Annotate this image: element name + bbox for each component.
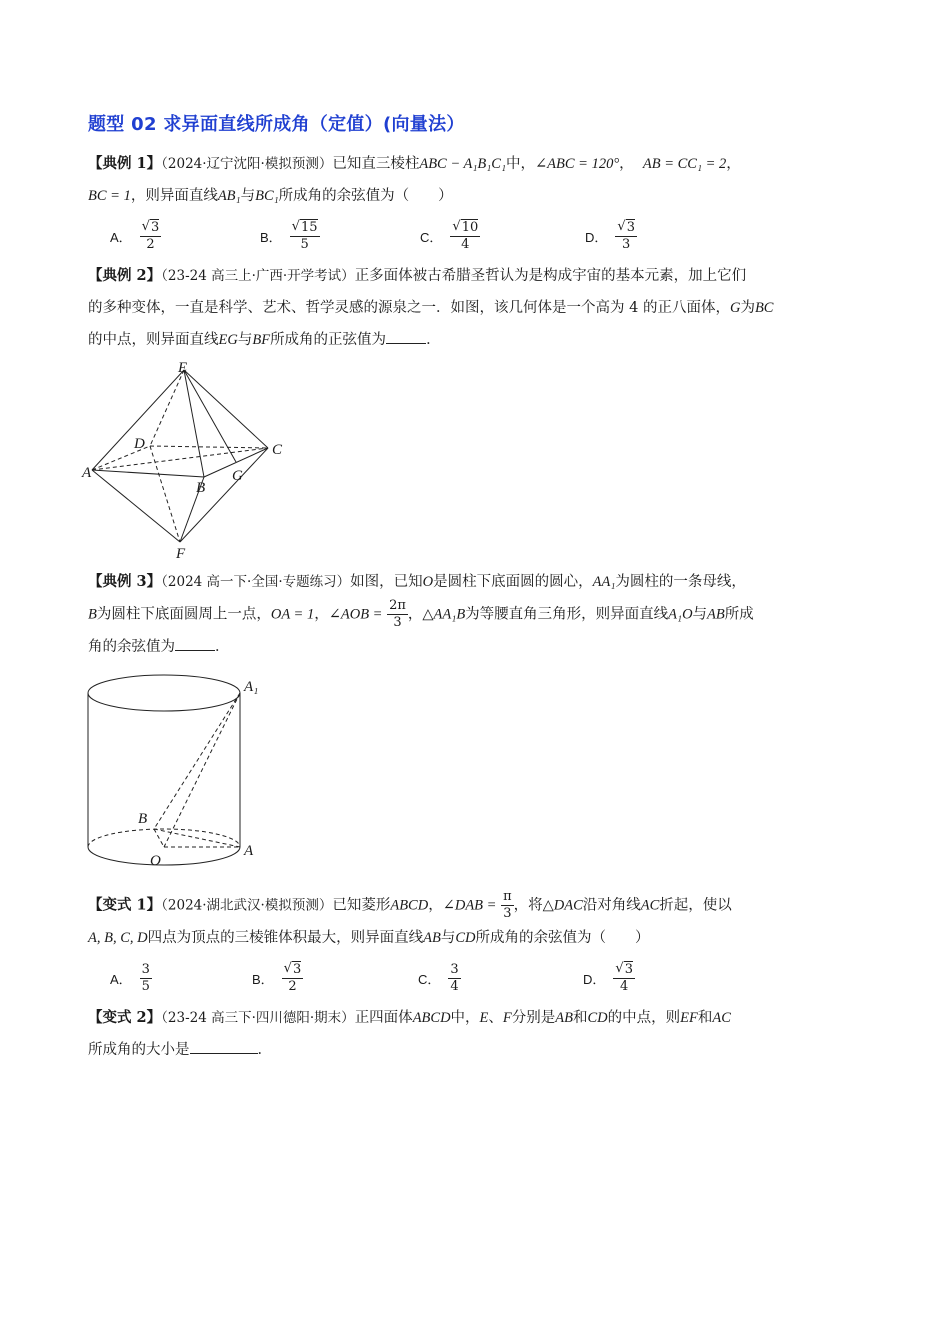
math-angle: ∠ABC = 120° bbox=[535, 156, 620, 172]
variation-1-source: （2024·湖北武汉·模拟预测） bbox=[161, 897, 333, 914]
math-abcd: ABCD bbox=[412, 1010, 451, 1026]
text: 和 bbox=[572, 1010, 588, 1026]
edge-af bbox=[92, 470, 180, 542]
text: 中， bbox=[506, 156, 536, 172]
text: 为等腰直角三角形，则异面直线 bbox=[465, 606, 669, 623]
math-ab: AB bbox=[423, 930, 441, 946]
radicand: 15 bbox=[300, 220, 318, 235]
radicand: 3 bbox=[292, 962, 302, 977]
option-letter: B． bbox=[260, 229, 282, 245]
text: 与 bbox=[240, 188, 256, 204]
label-o: O bbox=[150, 853, 161, 869]
math-angle: ∠AOB = bbox=[328, 606, 383, 623]
fraction bbox=[448, 962, 460, 995]
segment-a1b bbox=[154, 693, 240, 829]
text: 是圆柱下底面圆的圆心， bbox=[433, 574, 593, 590]
denominator: 2 bbox=[288, 979, 297, 994]
math-ab: AB bbox=[707, 606, 725, 623]
math-f: F bbox=[502, 1010, 512, 1026]
section-title: 题型 02 求异面直线所成角（定值）(向量法） bbox=[88, 114, 465, 135]
text: ， bbox=[619, 156, 634, 172]
denominator: 5 bbox=[300, 237, 309, 252]
text: 的多种变体，一直是科学、艺术、哲学灵感的源泉之一．如图，该几何体是一个高为 4 的正八面体， bbox=[88, 300, 730, 316]
text: 为圆柱下底面圆周上一点， bbox=[96, 606, 271, 623]
text: 所成角的正弦值为 bbox=[270, 332, 387, 348]
radicand: 3 bbox=[624, 962, 633, 977]
denominator: 4 bbox=[620, 979, 629, 994]
math-cd: CD bbox=[587, 1010, 608, 1026]
label-b: B bbox=[196, 480, 206, 496]
math-bf: BF bbox=[252, 332, 271, 348]
fraction bbox=[140, 962, 152, 995]
option-letter: B． bbox=[252, 971, 274, 987]
text: ， bbox=[314, 606, 329, 623]
radicand: 10 bbox=[461, 220, 479, 235]
math-abcd: ABCD bbox=[390, 897, 429, 914]
label-e: E bbox=[178, 360, 188, 376]
option-b[interactable] bbox=[260, 219, 420, 253]
text: ． bbox=[426, 332, 441, 348]
text: ． bbox=[257, 1042, 272, 1058]
variation-2-tag: 【变式 2】 bbox=[88, 1009, 162, 1026]
bottom-back-arc bbox=[88, 829, 240, 847]
example-3-tag: 【典例 3】 bbox=[88, 573, 162, 590]
denominator: 4 bbox=[450, 978, 459, 994]
text: 已知直三棱柱 bbox=[332, 156, 420, 172]
edge-ab bbox=[92, 470, 204, 477]
option-letter: C． bbox=[418, 971, 441, 987]
math-aa1: AA₁ bbox=[592, 574, 616, 590]
variation-1-options bbox=[88, 956, 868, 1000]
text: 正多面体被古希腊圣哲认为是构成宇宙的基本元素，加上它们 bbox=[354, 268, 747, 284]
option-d[interactable] bbox=[583, 961, 635, 995]
text: 如图，已知 bbox=[350, 574, 423, 590]
math-a1o: A₁O bbox=[668, 606, 693, 623]
option-letter: D． bbox=[583, 971, 606, 987]
text: 、 bbox=[488, 1010, 503, 1026]
math-b: B bbox=[88, 606, 97, 623]
edge-cf bbox=[180, 448, 268, 542]
text: ， bbox=[726, 156, 741, 172]
example-3-source: （2024 高一下·全国·专题练习） bbox=[161, 574, 351, 590]
math-ac: AC bbox=[712, 1010, 731, 1026]
text: 为圆柱的一条母线， bbox=[615, 574, 746, 590]
label-c: C bbox=[272, 442, 283, 458]
radicand: 3 bbox=[626, 220, 635, 235]
text: 所成 bbox=[724, 606, 754, 623]
math-ab: AB bbox=[555, 1010, 573, 1026]
text: ， bbox=[428, 897, 443, 914]
label-a1: A₁ bbox=[244, 679, 259, 695]
math-cd: CD bbox=[455, 930, 476, 946]
math-o: O bbox=[422, 574, 434, 590]
variation-1-text bbox=[88, 889, 868, 954]
math-ef: EF bbox=[680, 1010, 698, 1026]
answer-blank[interactable] bbox=[175, 636, 215, 651]
text: ，将 bbox=[513, 897, 543, 914]
fraction: √ 15 5 bbox=[291, 219, 318, 252]
math-eg: EG bbox=[218, 332, 238, 348]
text: 沿对角线 bbox=[582, 897, 641, 914]
segment-bo bbox=[154, 829, 164, 847]
label-d: D bbox=[134, 436, 145, 452]
edge-dc bbox=[150, 446, 268, 448]
text: 已知菱形 bbox=[332, 897, 391, 914]
text: 所成角的余弦值为（ ） bbox=[475, 930, 650, 946]
text: ． bbox=[215, 639, 230, 655]
fraction: √ 3 4 bbox=[615, 961, 633, 994]
text: 所成角的大小是 bbox=[88, 1042, 190, 1058]
cylinder-figure bbox=[84, 671, 284, 871]
denominator: 3 bbox=[503, 906, 512, 921]
option-letter: D． bbox=[585, 229, 608, 245]
segment-a1o bbox=[164, 693, 240, 847]
text: 的中点，则异面直线 bbox=[88, 332, 219, 348]
variation-2-text bbox=[88, 1002, 868, 1066]
math-eq: AB = CC₁ = 2 bbox=[642, 156, 727, 172]
label-b: B bbox=[138, 811, 148, 827]
fraction bbox=[501, 889, 514, 922]
option-c[interactable] bbox=[418, 962, 583, 995]
text: 的中点，则 bbox=[607, 1010, 681, 1026]
octahedron-figure bbox=[84, 360, 304, 560]
answer-blank[interactable] bbox=[386, 329, 426, 344]
radicand: 3 bbox=[150, 220, 160, 235]
label-f: F bbox=[176, 546, 186, 562]
text: 中， bbox=[450, 1010, 480, 1026]
edge-eg bbox=[184, 370, 236, 462]
text: 和 bbox=[697, 1010, 713, 1026]
math-e: E bbox=[479, 1010, 489, 1026]
text: 与 bbox=[237, 332, 253, 348]
example-1-tag: 【典例 1】 bbox=[88, 155, 162, 172]
denominator: 3 bbox=[622, 237, 631, 252]
example-1-text bbox=[88, 148, 868, 212]
numerator: 2π bbox=[389, 598, 406, 613]
math-angle: ∠DAB = bbox=[442, 897, 497, 914]
math-triangle: △AA₁B bbox=[422, 606, 466, 623]
variation-1-tag: 【变式 1】 bbox=[88, 896, 162, 914]
example-1-source: （2024·辽宁沈阳·模拟预测） bbox=[161, 156, 333, 172]
math-g: G bbox=[729, 300, 741, 316]
option-c[interactable] bbox=[420, 219, 585, 253]
denominator: 5 bbox=[141, 978, 150, 994]
math-bc: BC bbox=[754, 300, 774, 316]
edge-ea bbox=[92, 370, 184, 470]
label-a: A bbox=[244, 843, 254, 859]
option-d[interactable] bbox=[585, 219, 637, 253]
math-line2: BC₁ bbox=[255, 188, 279, 204]
option-letter: C． bbox=[420, 229, 443, 245]
math-prism: ABC − A₁B₁C₁ bbox=[419, 156, 507, 172]
option-letter: A． bbox=[110, 971, 132, 987]
example-2-tag: 【典例 2】 bbox=[88, 267, 162, 284]
top-ellipse bbox=[88, 675, 240, 711]
option-b[interactable] bbox=[252, 961, 418, 995]
text: 折起，使以 bbox=[659, 897, 732, 914]
edge-ed bbox=[150, 370, 184, 446]
denominator: 4 bbox=[461, 237, 470, 252]
math-ac: AC bbox=[640, 897, 660, 914]
text: 四点为顶点的三棱锥体积最大，则异面直线 bbox=[147, 930, 424, 946]
fraction bbox=[387, 598, 408, 631]
label-g: G bbox=[232, 468, 243, 484]
text: 分别是 bbox=[511, 1010, 556, 1026]
worksheet-page bbox=[82, 110, 868, 1066]
example-3-text bbox=[88, 566, 868, 663]
math-triangle: △DAC bbox=[542, 897, 583, 914]
math-eq2: BC = 1 bbox=[88, 188, 131, 204]
answer-blank[interactable] bbox=[190, 1039, 258, 1054]
text: 正四面体 bbox=[354, 1010, 413, 1026]
label-a: A bbox=[82, 465, 92, 481]
text: 角的余弦值为 bbox=[88, 639, 175, 655]
text: 与 bbox=[692, 606, 708, 623]
bottom-front-arc bbox=[88, 847, 240, 865]
example-2-text bbox=[88, 260, 868, 356]
text: 与 bbox=[440, 930, 456, 946]
denominator: 2 bbox=[146, 237, 155, 252]
numerator: π bbox=[503, 889, 512, 904]
option-a[interactable] bbox=[110, 962, 252, 995]
math-oa: OA = 1 bbox=[270, 606, 315, 623]
math-line1: AB₁ bbox=[217, 188, 241, 204]
text: 所成角的余弦值为（ ） bbox=[278, 188, 453, 204]
example-1-options bbox=[88, 214, 868, 258]
text: ， bbox=[407, 606, 423, 623]
denominator: 3 bbox=[393, 615, 402, 630]
option-a[interactable] bbox=[110, 219, 260, 253]
fraction: √ 10 4 bbox=[452, 219, 479, 252]
text: 为 bbox=[740, 300, 755, 316]
variation-2-source: （23-24 高三下·四川德阳·期末） bbox=[161, 1010, 355, 1026]
numerator: 3 bbox=[141, 961, 150, 977]
fraction: √ 3 2 bbox=[141, 219, 160, 252]
option-letter: A． bbox=[110, 229, 132, 245]
text: ，则异面直线 bbox=[130, 188, 218, 204]
numerator: 3 bbox=[450, 961, 459, 977]
fraction: √ 3 2 bbox=[283, 961, 302, 994]
example-2-source: （23-24 高三上·广西·开学考试） bbox=[161, 268, 355, 284]
fraction: √ 3 3 bbox=[617, 219, 635, 252]
segment-ba bbox=[154, 829, 240, 847]
math-points: A, B, C, D bbox=[88, 930, 148, 946]
